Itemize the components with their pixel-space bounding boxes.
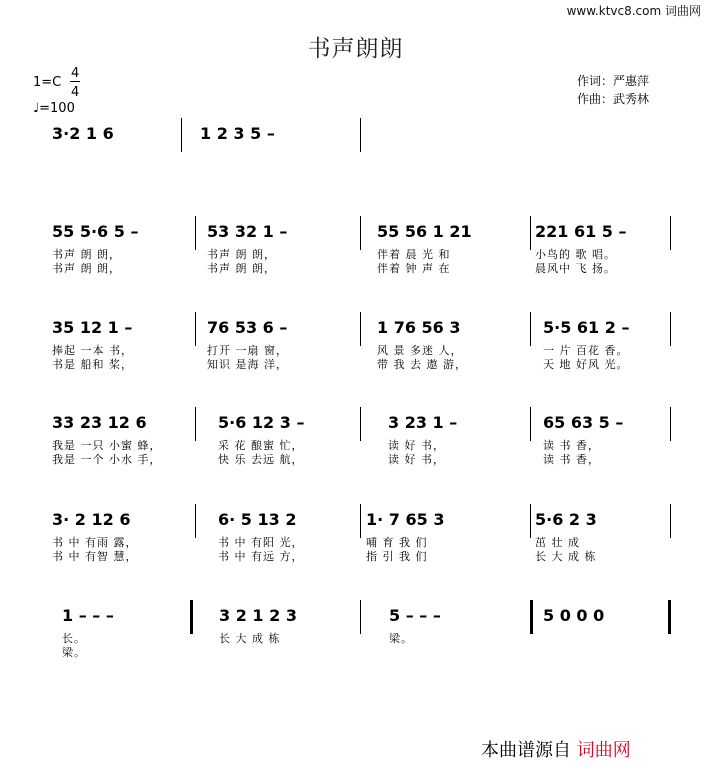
lyric-line: 书声 朗 朗， bbox=[207, 248, 276, 261]
lyric-line: 一 片 百花 香。 bbox=[543, 344, 629, 357]
barline bbox=[195, 407, 196, 441]
barline bbox=[670, 407, 671, 441]
measure-notes: 1 76 56 3 bbox=[377, 318, 461, 337]
footer-prefix: 本曲谱源自 bbox=[481, 740, 571, 761]
measure-notes: 55 5·6 5 – bbox=[52, 222, 139, 241]
measure-notes: 5·6 12 3 – bbox=[218, 413, 305, 432]
lyric-line: 梁。 bbox=[389, 632, 413, 645]
key-signature: 1=C bbox=[33, 75, 62, 90]
barline bbox=[195, 216, 196, 250]
composer-credit: 作曲：武秀林 bbox=[577, 92, 650, 106]
lyric-line: 我是 一个 小水 手， bbox=[52, 453, 162, 466]
measure-notes: 65 63 5 – bbox=[543, 413, 624, 432]
measure-notes: 1 – – – bbox=[62, 606, 114, 625]
barline bbox=[181, 118, 182, 152]
lyric-line: 书声 朗 朗， bbox=[52, 262, 121, 275]
barline bbox=[195, 504, 196, 538]
measure-notes: 5 – – – bbox=[389, 606, 441, 625]
barline bbox=[668, 600, 671, 634]
barline bbox=[360, 216, 361, 250]
quarter-note-icon: ♩ bbox=[33, 101, 40, 116]
measure-notes: 5·6 2 3 bbox=[535, 510, 597, 529]
lyric-line: 茁 壮 成 bbox=[535, 536, 580, 549]
barline bbox=[360, 312, 361, 346]
lyric-line: 长 大 成 栋 bbox=[535, 550, 597, 563]
lyric-line: 书声 朗 朗， bbox=[207, 262, 276, 275]
barline bbox=[530, 312, 531, 346]
lyric-line: 带 我 去 遨 游， bbox=[377, 358, 467, 371]
measure-notes: 3· 2 12 6 bbox=[52, 510, 131, 529]
lyric-line: 知识 是海 洋， bbox=[207, 358, 288, 371]
barline bbox=[195, 312, 196, 346]
time-numerator: 4 bbox=[71, 66, 80, 81]
lyric-line: 读 书 香， bbox=[543, 453, 600, 466]
measure-notes: 3 23 1 – bbox=[388, 413, 458, 432]
barline bbox=[360, 600, 361, 634]
page-title: 书声朗朗 bbox=[307, 36, 404, 62]
barline bbox=[670, 216, 671, 250]
lyric-line: 读 好 书， bbox=[388, 453, 445, 466]
lyric-line: 打开 一扇 窗， bbox=[207, 344, 288, 357]
measure-notes: 221 61 5 – bbox=[535, 222, 627, 241]
measure-notes: 3·2 1 6 bbox=[52, 124, 114, 143]
measure-notes: 5 0 0 0 bbox=[543, 606, 605, 625]
lyric-line: 捧起 一本 书， bbox=[52, 344, 133, 357]
measure-notes: 33 23 12 6 bbox=[52, 413, 147, 432]
measure-notes: 1· 7 65 3 bbox=[366, 510, 445, 529]
measure-notes: 1 2 3 5 – bbox=[200, 124, 275, 143]
lyric-line: 哺 育 我 们 bbox=[366, 536, 428, 549]
footer-source bbox=[481, 736, 631, 762]
barline bbox=[530, 407, 531, 441]
lyric-line: 小鸟的 歌 唱。 bbox=[535, 248, 616, 261]
measure-notes: 3 2 1 2 3 bbox=[219, 606, 297, 625]
measure-notes: 76 53 6 – bbox=[207, 318, 288, 337]
measure-notes: 6· 5 13 2 bbox=[218, 510, 297, 529]
lyric-line: 长。 bbox=[62, 632, 86, 645]
lyric-line: 我是 一只 小蜜 蜂， bbox=[52, 439, 162, 452]
lyric-line: 伴着 钟 声 在 bbox=[377, 262, 451, 275]
lyric-line: 书是 船和 桨， bbox=[52, 358, 133, 371]
lyric-line: 晨风中 飞 扬。 bbox=[535, 262, 616, 275]
measure-notes: 35 12 1 – bbox=[52, 318, 133, 337]
lyric-line: 长 大 成 栋 bbox=[219, 632, 281, 645]
footer-site: 词曲网 bbox=[576, 740, 631, 761]
lyric-line: 书 中 有智 慧， bbox=[52, 550, 138, 563]
lyric-line: 指 引 我 们 bbox=[366, 550, 428, 563]
lyric-line: 书 中 有远 方， bbox=[218, 550, 304, 563]
barline bbox=[670, 504, 671, 538]
lyric-line: 梁。 bbox=[62, 646, 86, 659]
barline bbox=[530, 600, 533, 634]
barline bbox=[530, 216, 531, 250]
lyric-line: 伴着 晨 光 和 bbox=[377, 248, 451, 261]
barline bbox=[530, 504, 531, 538]
measure-notes: 55 56 1 21 bbox=[377, 222, 472, 241]
lyric-line: 风 景 多迷 人， bbox=[377, 344, 463, 357]
lyric-line: 书 中 有雨 露， bbox=[52, 536, 138, 549]
tempo-marking: ♩=100 bbox=[33, 101, 75, 116]
lyric-line: 采 花 酿蜜 忙， bbox=[218, 439, 304, 452]
barline bbox=[190, 600, 193, 634]
barline bbox=[670, 312, 671, 346]
barline bbox=[360, 407, 361, 441]
lyric-line: 读 好 书， bbox=[388, 439, 445, 452]
time-denominator: 4 bbox=[71, 85, 80, 100]
time-signature-line bbox=[70, 81, 80, 82]
barline bbox=[360, 118, 361, 152]
lyric-line: 书声 朗 朗， bbox=[52, 248, 121, 261]
measure-notes: 5·5 61 2 – bbox=[543, 318, 630, 337]
measure-notes: 53 32 1 – bbox=[207, 222, 288, 241]
lyricist-credit: 作词：严惠萍 bbox=[577, 74, 650, 88]
lyric-line: 读 书 香， bbox=[543, 439, 600, 452]
site-watermark: www.ktvc8.com 词曲网 bbox=[566, 4, 701, 18]
lyric-line: 快 乐 去远 航， bbox=[218, 453, 304, 466]
barline bbox=[360, 504, 361, 538]
lyric-line: 书 中 有阳 光， bbox=[218, 536, 304, 549]
lyric-line: 天 地 好风 光。 bbox=[543, 358, 629, 371]
